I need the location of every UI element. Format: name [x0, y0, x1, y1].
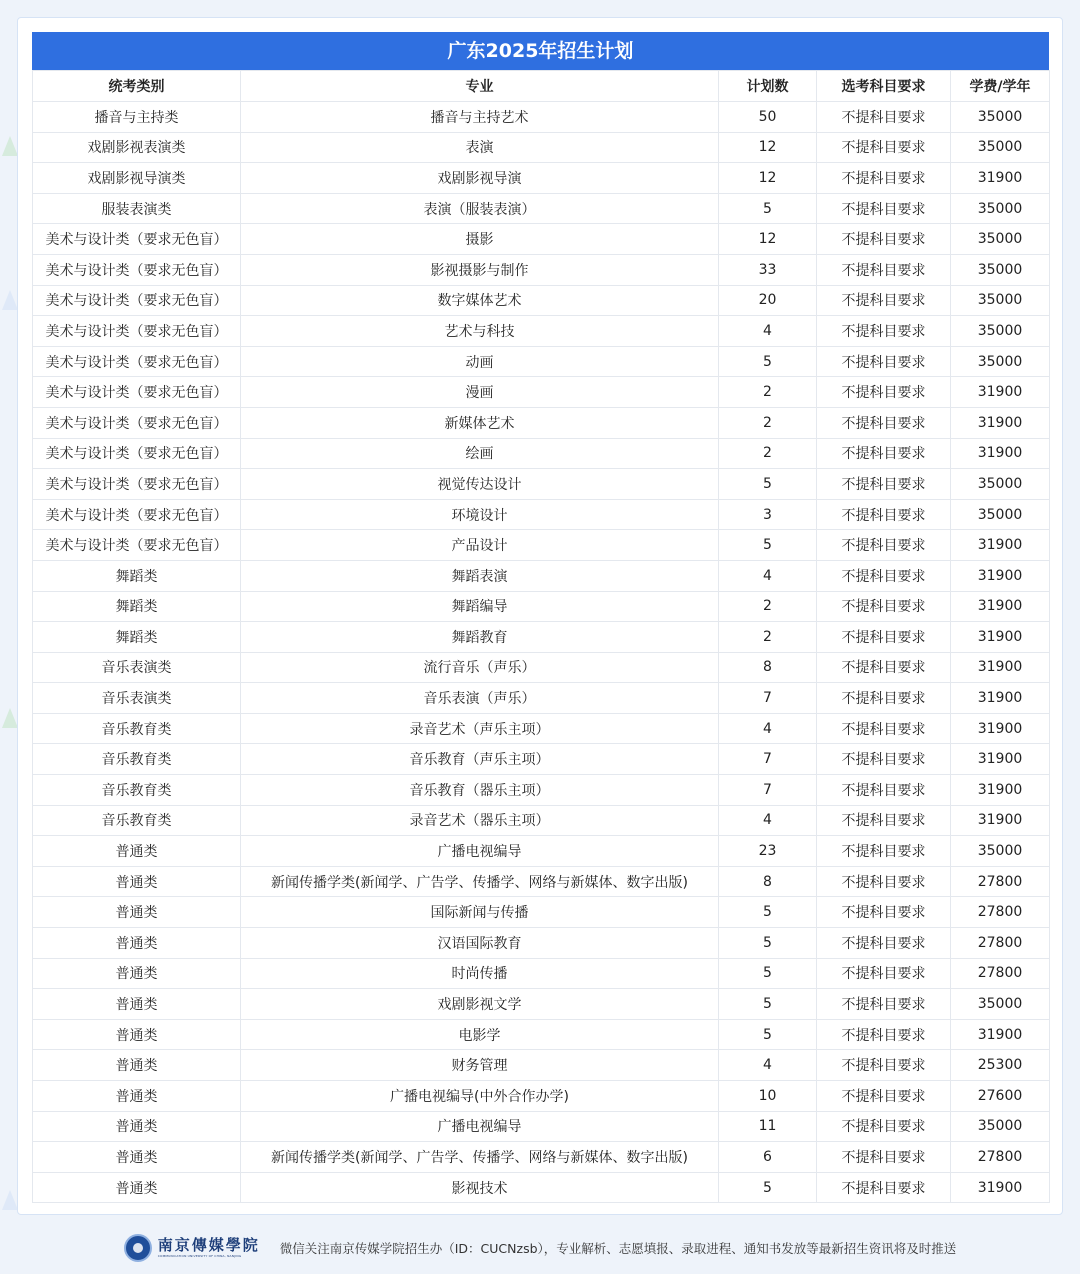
table-row	[33, 193, 1050, 224]
major-cell: 广播电视编导	[241, 1111, 719, 1142]
subject-req-cell: 不提科目要求	[817, 958, 951, 989]
quota-cell: 4	[719, 805, 817, 836]
footer-notice: 微信关注南京传媒学院招生办（ID：CUCNzsb），专业解析、志愿填报、录取进程、通知书发放等最新招生资讯将及时推送	[279, 1241, 957, 1256]
major-cell: 音乐教育（器乐主项）	[241, 775, 719, 806]
major-cell: 广播电视编导	[241, 836, 719, 867]
major-cell: 环境设计	[241, 499, 719, 530]
subject-req-cell: 不提科目要求	[817, 744, 951, 775]
quota-cell: 7	[719, 775, 817, 806]
major-cell: 艺术与科技	[241, 316, 719, 347]
subject-req-cell: 不提科目要求	[817, 866, 951, 897]
quota-cell: 50	[719, 102, 817, 133]
tuition-cell: 25300	[951, 1050, 1050, 1081]
subject-req-cell: 不提科目要求	[817, 1050, 951, 1081]
major-cell: 数字媒体艺术	[241, 285, 719, 316]
table-row	[33, 622, 1050, 653]
column-header-tuition: 学费/学年	[951, 71, 1050, 102]
quota-cell: 11	[719, 1111, 817, 1142]
major-cell: 新闻传播学类(新闻学、广告学、传播学、网络与新媒体、数字出版)	[241, 866, 719, 897]
major-cell: 影视技术	[241, 1172, 719, 1203]
subject-req-cell: 不提科目要求	[817, 102, 951, 133]
quota-cell: 5	[719, 928, 817, 959]
table-body	[33, 102, 1050, 1203]
category-cell: 服装表演类	[33, 193, 241, 224]
subject-req-cell: 不提科目要求	[817, 775, 951, 806]
tuition-cell: 31900	[951, 805, 1050, 836]
table-row	[33, 958, 1050, 989]
table-row	[33, 377, 1050, 408]
table-row	[33, 163, 1050, 194]
category-cell: 普通类	[33, 958, 241, 989]
category-cell: 美术与设计类（要求无色盲）	[33, 469, 241, 500]
subject-req-cell: 不提科目要求	[817, 407, 951, 438]
subject-req-cell: 不提科目要求	[817, 1019, 951, 1050]
major-cell: 戏剧影视导演	[241, 163, 719, 194]
major-cell: 播音与主持艺术	[241, 102, 719, 133]
category-cell: 音乐教育类	[33, 775, 241, 806]
major-cell: 音乐教育（声乐主项）	[241, 744, 719, 775]
table-row	[33, 499, 1050, 530]
decor-leaf-4	[2, 1190, 18, 1210]
tuition-cell: 35000	[951, 316, 1050, 347]
table-row	[33, 928, 1050, 959]
major-cell: 舞蹈教育	[241, 622, 719, 653]
logo-chinese-name: 南京傳媒學院	[157, 1236, 260, 1254]
quota-cell: 2	[719, 407, 817, 438]
subject-req-cell: 不提科目要求	[817, 346, 951, 377]
major-cell: 动画	[241, 346, 719, 377]
tuition-cell: 27800	[951, 928, 1050, 959]
quota-cell: 4	[719, 560, 817, 591]
plan-card	[17, 17, 1063, 1215]
category-cell: 音乐教育类	[33, 805, 241, 836]
category-cell: 普通类	[33, 1081, 241, 1112]
quota-cell: 5	[719, 1019, 817, 1050]
table-row	[33, 1081, 1050, 1112]
footer	[0, 1222, 1080, 1274]
tuition-cell: 27800	[951, 1142, 1050, 1173]
tuition-cell: 31900	[951, 713, 1050, 744]
major-cell: 戏剧影视文学	[241, 989, 719, 1020]
table-row	[33, 989, 1050, 1020]
subject-req-cell: 不提科目要求	[817, 836, 951, 867]
tuition-cell: 35000	[951, 499, 1050, 530]
tuition-cell: 31900	[951, 775, 1050, 806]
table-row	[33, 224, 1050, 255]
subject-req-cell: 不提科目要求	[817, 1081, 951, 1112]
category-cell: 普通类	[33, 897, 241, 928]
table-row	[33, 407, 1050, 438]
major-cell: 产品设计	[241, 530, 719, 561]
quota-cell: 10	[719, 1081, 817, 1112]
tuition-cell: 27800	[951, 866, 1050, 897]
quota-cell: 5	[719, 193, 817, 224]
subject-req-cell: 不提科目要求	[817, 1111, 951, 1142]
table-row	[33, 316, 1050, 347]
quota-cell: 12	[719, 132, 817, 163]
category-cell: 播音与主持类	[33, 102, 241, 133]
column-header-quota: 计划数	[719, 71, 817, 102]
major-cell: 新媒体艺术	[241, 407, 719, 438]
quota-cell: 8	[719, 866, 817, 897]
logo-english-name: COMMUNICATION UNIVERSITY OF CHINA, NANJING	[157, 1254, 242, 1258]
tuition-cell: 27800	[951, 958, 1050, 989]
quota-cell: 2	[719, 622, 817, 653]
table-row	[33, 1111, 1050, 1142]
table-row	[33, 897, 1050, 928]
tuition-cell: 31900	[951, 377, 1050, 408]
table-row	[33, 469, 1050, 500]
subject-req-cell: 不提科目要求	[817, 530, 951, 561]
table-row	[33, 775, 1050, 806]
major-cell: 流行音乐（声乐）	[241, 652, 719, 683]
table-row	[33, 1142, 1050, 1173]
major-cell: 录音艺术（器乐主项）	[241, 805, 719, 836]
subject-req-cell: 不提科目要求	[817, 560, 951, 591]
quota-cell: 2	[719, 438, 817, 469]
major-cell: 新闻传播学类(新闻学、广告学、传播学、网络与新媒体、数字出版)	[241, 1142, 719, 1173]
category-cell: 美术与设计类（要求无色盲）	[33, 407, 241, 438]
category-cell: 普通类	[33, 1111, 241, 1142]
subject-req-cell: 不提科目要求	[817, 499, 951, 530]
major-cell: 摄影	[241, 224, 719, 255]
quota-cell: 5	[719, 530, 817, 561]
tuition-cell: 31900	[951, 622, 1050, 653]
major-cell: 绘画	[241, 438, 719, 469]
table-row	[33, 836, 1050, 867]
category-cell: 音乐教育类	[33, 744, 241, 775]
quota-cell: 7	[719, 683, 817, 714]
table-row	[33, 132, 1050, 163]
tuition-cell: 27800	[951, 897, 1050, 928]
quota-cell: 4	[719, 713, 817, 744]
table-row	[33, 805, 1050, 836]
subject-req-cell: 不提科目要求	[817, 193, 951, 224]
quota-cell: 4	[719, 316, 817, 347]
tuition-cell: 35000	[951, 836, 1050, 867]
decor-leaf-3	[2, 708, 18, 728]
table-row	[33, 285, 1050, 316]
subject-req-cell: 不提科目要求	[817, 132, 951, 163]
category-cell: 普通类	[33, 989, 241, 1020]
category-cell: 舞蹈类	[33, 622, 241, 653]
tuition-cell: 27600	[951, 1081, 1050, 1112]
quota-cell: 5	[719, 958, 817, 989]
quota-cell: 12	[719, 163, 817, 194]
category-cell: 普通类	[33, 1050, 241, 1081]
quota-cell: 5	[719, 469, 817, 500]
tuition-cell: 35000	[951, 102, 1050, 133]
table-row	[33, 866, 1050, 897]
quota-cell: 7	[719, 744, 817, 775]
major-cell: 舞蹈编导	[241, 591, 719, 622]
category-cell: 舞蹈类	[33, 591, 241, 622]
tuition-cell: 31900	[951, 530, 1050, 561]
subject-req-cell: 不提科目要求	[817, 377, 951, 408]
major-cell: 表演（服装表演）	[241, 193, 719, 224]
tuition-cell: 31900	[951, 438, 1050, 469]
table-header-row	[33, 71, 1050, 102]
major-cell: 电影学	[241, 1019, 719, 1050]
category-cell: 普通类	[33, 836, 241, 867]
major-cell: 国际新闻与传播	[241, 897, 719, 928]
subject-req-cell: 不提科目要求	[817, 1172, 951, 1203]
category-cell: 舞蹈类	[33, 560, 241, 591]
subject-req-cell: 不提科目要求	[817, 254, 951, 285]
category-cell: 美术与设计类（要求无色盲）	[33, 438, 241, 469]
decor-leaf-2	[2, 290, 18, 310]
table-row	[33, 591, 1050, 622]
quota-cell: 5	[719, 897, 817, 928]
table-title: 广东2025年招生计划	[32, 32, 1049, 70]
table-row	[33, 744, 1050, 775]
category-cell: 美术与设计类（要求无色盲）	[33, 254, 241, 285]
major-cell: 汉语国际教育	[241, 928, 719, 959]
tuition-cell: 35000	[951, 1111, 1050, 1142]
column-header-subject-req: 选考科目要求	[817, 71, 951, 102]
tuition-cell: 31900	[951, 683, 1050, 714]
category-cell: 普通类	[33, 928, 241, 959]
tuition-cell: 35000	[951, 132, 1050, 163]
subject-req-cell: 不提科目要求	[817, 163, 951, 194]
category-cell: 音乐表演类	[33, 652, 241, 683]
major-cell: 录音艺术（声乐主项）	[241, 713, 719, 744]
major-cell: 影视摄影与制作	[241, 254, 719, 285]
category-cell: 美术与设计类（要求无色盲）	[33, 285, 241, 316]
table-row	[33, 683, 1050, 714]
quota-cell: 6	[719, 1142, 817, 1173]
table-row	[33, 652, 1050, 683]
tuition-cell: 35000	[951, 285, 1050, 316]
tuition-cell: 31900	[951, 591, 1050, 622]
quota-cell: 33	[719, 254, 817, 285]
tuition-cell: 31900	[951, 163, 1050, 194]
category-cell: 戏剧影视表演类	[33, 132, 241, 163]
category-cell: 美术与设计类（要求无色盲）	[33, 346, 241, 377]
tuition-cell: 35000	[951, 254, 1050, 285]
category-cell: 音乐表演类	[33, 683, 241, 714]
subject-req-cell: 不提科目要求	[817, 652, 951, 683]
enrollment-plan-table	[32, 70, 1050, 1203]
category-cell: 美术与设计类（要求无色盲）	[33, 316, 241, 347]
subject-req-cell: 不提科目要求	[817, 683, 951, 714]
major-cell: 时尚传播	[241, 958, 719, 989]
subject-req-cell: 不提科目要求	[817, 316, 951, 347]
quota-cell: 3	[719, 499, 817, 530]
table-row	[33, 102, 1050, 133]
category-cell: 美术与设计类（要求无色盲）	[33, 530, 241, 561]
decor-leaf-1	[2, 136, 18, 156]
quota-cell: 2	[719, 377, 817, 408]
major-cell: 漫画	[241, 377, 719, 408]
category-cell: 普通类	[33, 1019, 241, 1050]
tuition-cell: 35000	[951, 346, 1050, 377]
subject-req-cell: 不提科目要求	[817, 622, 951, 653]
tuition-cell: 35000	[951, 224, 1050, 255]
tuition-cell: 31900	[951, 560, 1050, 591]
tuition-cell: 31900	[951, 1019, 1050, 1050]
subject-req-cell: 不提科目要求	[817, 224, 951, 255]
tuition-cell: 35000	[951, 469, 1050, 500]
category-cell: 音乐教育类	[33, 713, 241, 744]
tuition-cell: 31900	[951, 652, 1050, 683]
quota-cell: 5	[719, 989, 817, 1020]
major-cell: 音乐表演（声乐）	[241, 683, 719, 714]
table-row	[33, 438, 1050, 469]
category-cell: 戏剧影视导演类	[33, 163, 241, 194]
quota-cell: 23	[719, 836, 817, 867]
category-cell: 美术与设计类（要求无色盲）	[33, 377, 241, 408]
subject-req-cell: 不提科目要求	[817, 713, 951, 744]
quota-cell: 8	[719, 652, 817, 683]
table-row	[33, 560, 1050, 591]
subject-req-cell: 不提科目要求	[817, 897, 951, 928]
table-row	[33, 346, 1050, 377]
quota-cell: 5	[719, 346, 817, 377]
tuition-cell: 31900	[951, 407, 1050, 438]
table-row	[33, 1172, 1050, 1203]
subject-req-cell: 不提科目要求	[817, 989, 951, 1020]
subject-req-cell: 不提科目要求	[817, 928, 951, 959]
major-cell: 广播电视编导(中外合作办学)	[241, 1081, 719, 1112]
column-header-category: 统考类别	[33, 71, 241, 102]
tuition-cell: 31900	[951, 744, 1050, 775]
subject-req-cell: 不提科目要求	[817, 285, 951, 316]
major-cell: 视觉传达设计	[241, 469, 719, 500]
university-seal-icon	[124, 1234, 152, 1262]
table-row	[33, 530, 1050, 561]
major-cell: 财务管理	[241, 1050, 719, 1081]
tuition-cell: 31900	[951, 1172, 1050, 1203]
category-cell: 普通类	[33, 866, 241, 897]
quota-cell: 2	[719, 591, 817, 622]
major-cell: 舞蹈表演	[241, 560, 719, 591]
quota-cell: 20	[719, 285, 817, 316]
major-cell: 表演	[241, 132, 719, 163]
category-cell: 美术与设计类（要求无色盲）	[33, 499, 241, 530]
subject-req-cell: 不提科目要求	[817, 438, 951, 469]
category-cell: 普通类	[33, 1142, 241, 1173]
category-cell: 普通类	[33, 1172, 241, 1203]
subject-req-cell: 不提科目要求	[817, 591, 951, 622]
subject-req-cell: 不提科目要求	[817, 469, 951, 500]
tuition-cell: 35000	[951, 989, 1050, 1020]
table-row	[33, 1050, 1050, 1081]
university-logo	[158, 1237, 260, 1259]
tuition-cell: 35000	[951, 193, 1050, 224]
table-row	[33, 254, 1050, 285]
subject-req-cell: 不提科目要求	[817, 1142, 951, 1173]
quota-cell: 5	[719, 1172, 817, 1203]
column-header-major: 专业	[241, 71, 719, 102]
quota-cell: 12	[719, 224, 817, 255]
quota-cell: 4	[719, 1050, 817, 1081]
table-row	[33, 1019, 1050, 1050]
subject-req-cell: 不提科目要求	[817, 805, 951, 836]
table-row	[33, 713, 1050, 744]
category-cell: 美术与设计类（要求无色盲）	[33, 224, 241, 255]
